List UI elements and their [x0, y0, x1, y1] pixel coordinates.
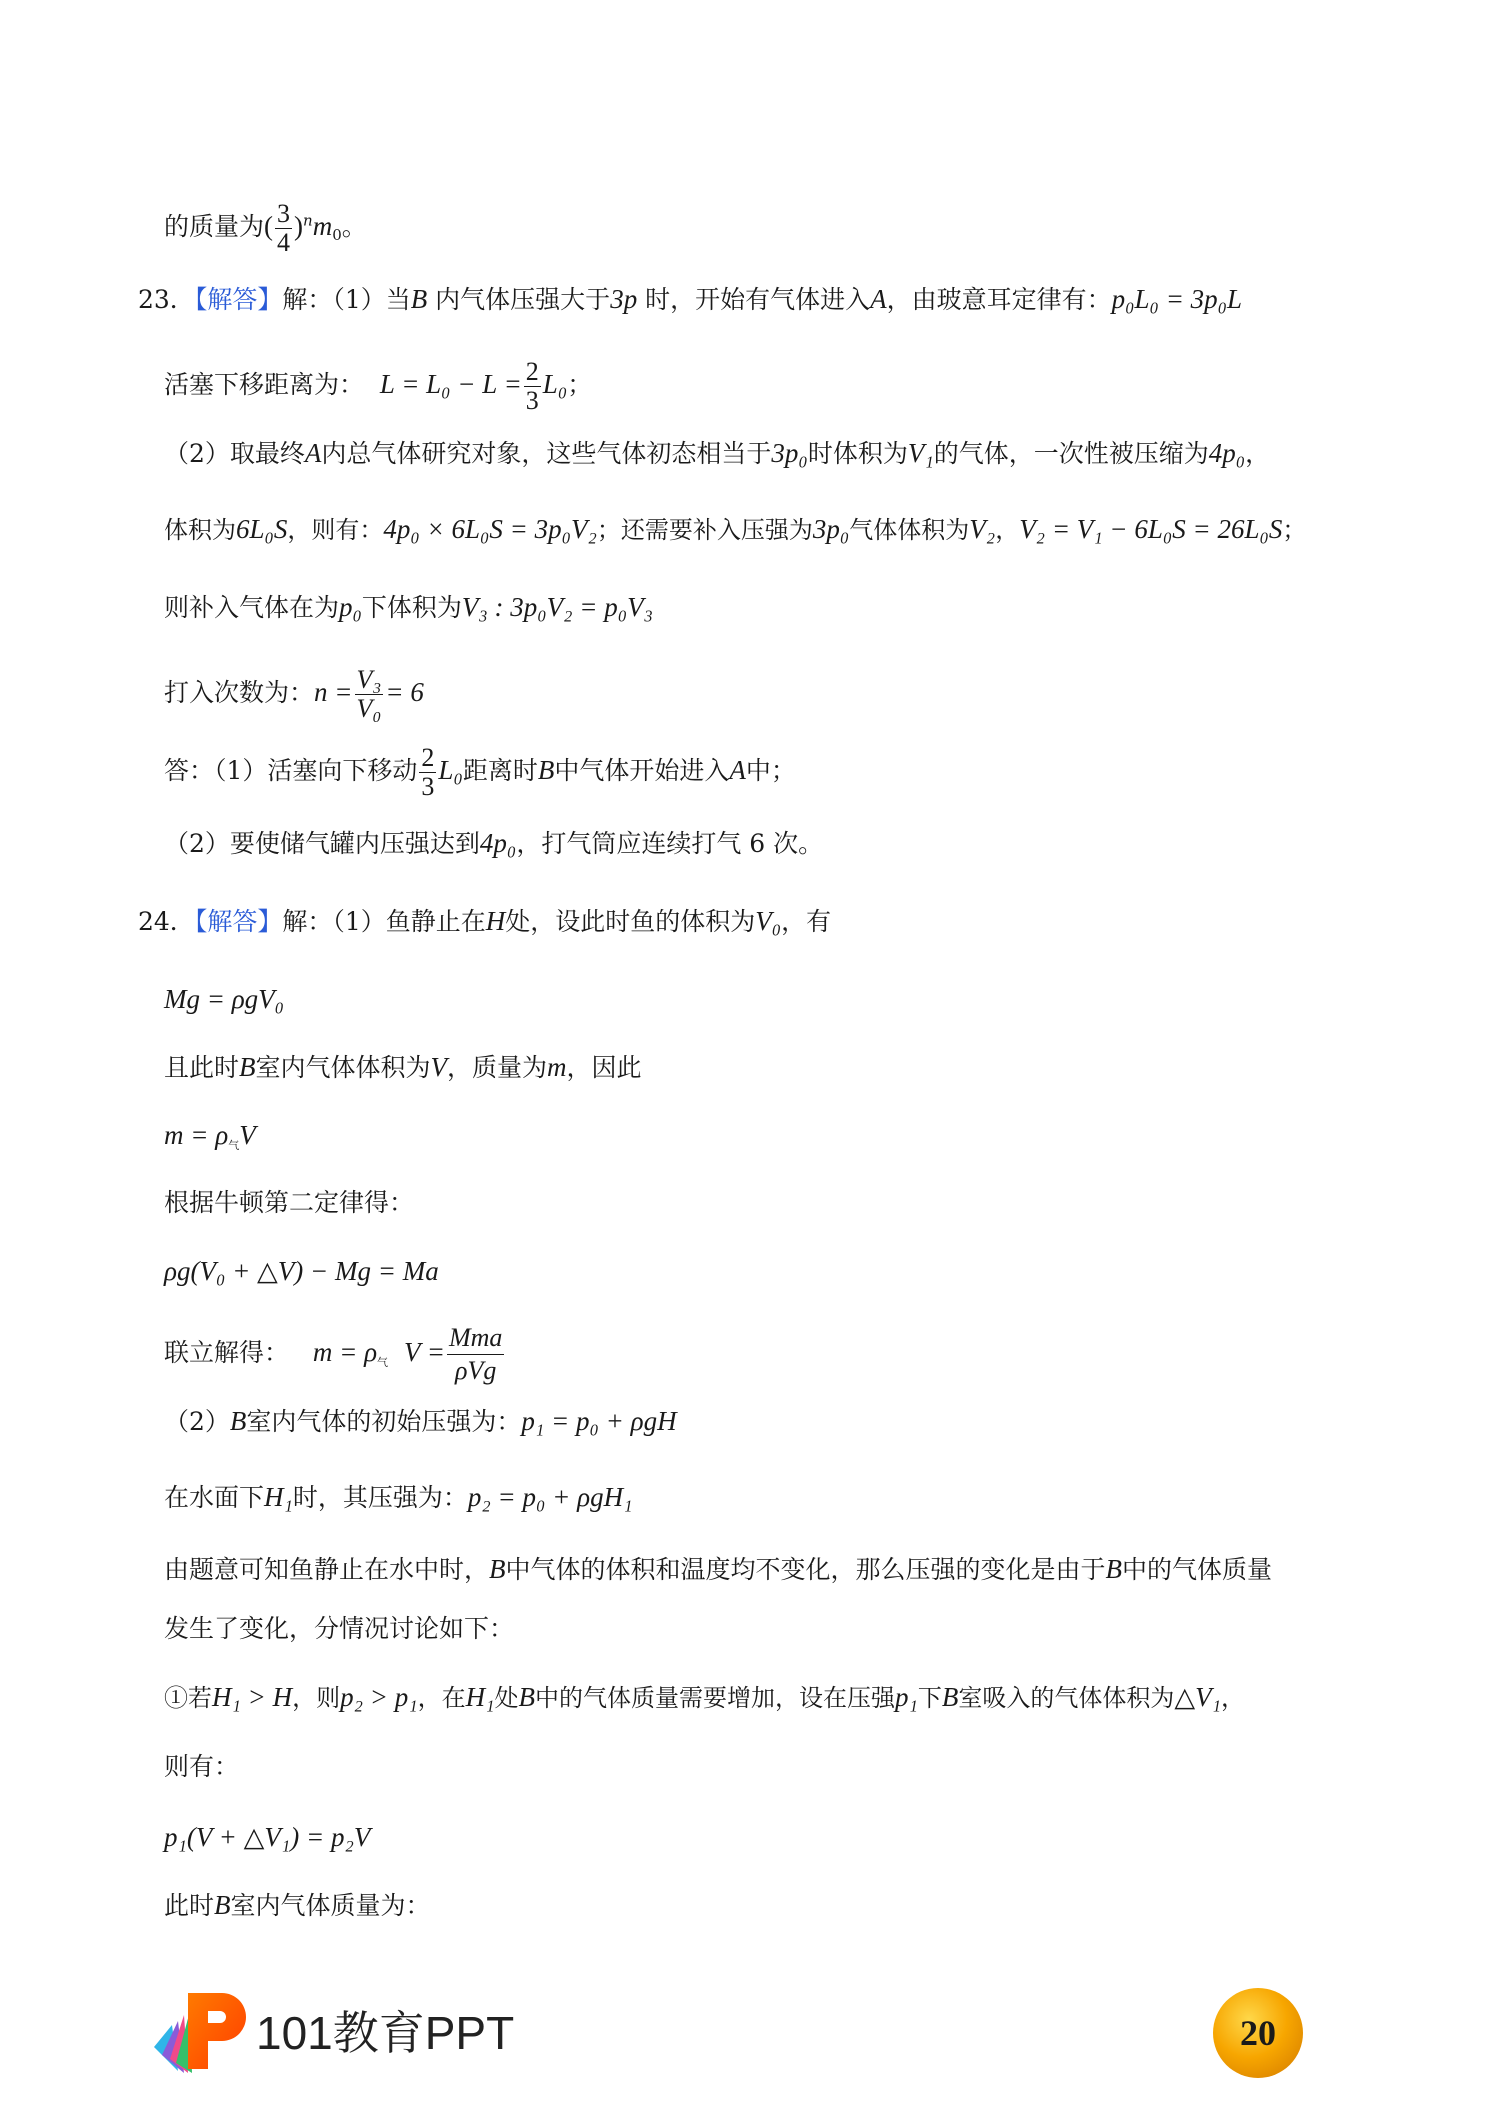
formula: B	[1105, 1554, 1123, 1584]
fraction-numerator: Mma	[447, 1322, 504, 1355]
formula: (	[264, 211, 274, 241]
brand-logo	[148, 1985, 528, 2077]
formula: B	[518, 1682, 535, 1712]
fraction-denominator: 4	[277, 228, 291, 257]
fraction	[524, 358, 541, 415]
question-24	[138, 904, 831, 939]
formula: B	[229, 1406, 247, 1436]
text: 室内气体体积为	[255, 1053, 431, 1082]
formula: B	[239, 1052, 256, 1082]
formula: p₂ > p₁	[340, 1682, 418, 1712]
formula: )	[294, 211, 304, 241]
text: ，	[1221, 1684, 1246, 1712]
formula: V =	[403, 1337, 445, 1367]
formula: ρg(V₀ + △V) − Mg = Ma	[164, 1256, 439, 1286]
fraction	[275, 200, 292, 257]
formula: H₁ > H	[212, 1682, 293, 1712]
text: 中气体的体积和温度均不变化，那么压强的变化是由于	[505, 1555, 1106, 1584]
exponent: n	[303, 211, 313, 230]
fraction	[447, 1322, 504, 1387]
brand-logo-icon	[148, 1985, 528, 2077]
fraction-numerator: V₃	[356, 665, 382, 694]
text: 处，设此时鱼的体积为	[505, 907, 756, 936]
text: 由题意可知鱼静止在水中时，	[164, 1555, 490, 1584]
text: 室内气体的初始压强为：	[246, 1407, 522, 1436]
formula: A	[729, 755, 746, 785]
formula: V	[430, 1052, 448, 1082]
text-line	[164, 1404, 677, 1439]
fraction-numerator: 2	[421, 743, 435, 772]
text: ①若	[164, 1684, 212, 1712]
brand-text: 101教育PPT	[256, 2007, 515, 2059]
fraction-denominator: V₀	[356, 694, 382, 723]
fraction	[419, 744, 436, 801]
formula: p₀L₀ = 3p₀L	[1111, 284, 1243, 314]
text: ；	[567, 370, 593, 399]
text: 解：（1）鱼静止在	[282, 907, 486, 936]
formula: L₀	[438, 755, 463, 785]
question-23	[138, 282, 1242, 317]
formula: p₂ = p₀ + ρgH₁	[467, 1482, 633, 1512]
text-line	[164, 436, 1270, 471]
formula: V₃ : 3p₀V₂ = p₀V₃	[461, 592, 654, 622]
text: 气体体积为	[849, 516, 970, 544]
subscript: 0	[332, 226, 342, 244]
formula: = 6	[385, 677, 424, 707]
text-line	[164, 1552, 1272, 1587]
fraction-numerator: 3	[277, 199, 291, 228]
fraction-numerator: 2	[525, 357, 539, 386]
text: 活塞下移距离为：	[164, 370, 365, 399]
text: 的气体，一次性被压缩为	[933, 439, 1209, 468]
formula: V₂	[969, 514, 996, 544]
formula: H	[485, 906, 506, 936]
formula: A	[870, 284, 887, 314]
formula: p₁	[895, 1682, 918, 1712]
formula: 3p₀	[771, 438, 808, 468]
text-line	[164, 1680, 1245, 1715]
text-line	[164, 1050, 642, 1085]
fraction-denominator: ρVg	[454, 1356, 497, 1385]
text-line	[164, 590, 653, 625]
text: 距离时	[462, 756, 538, 785]
text-line	[164, 1820, 370, 1855]
formula: L₀	[542, 369, 568, 399]
answer-tag: 【解答】	[194, 285, 283, 314]
text-line	[164, 358, 592, 415]
text: 下体积为	[361, 593, 462, 622]
text: 体积为	[164, 516, 236, 544]
text: ，因此	[566, 1053, 642, 1082]
page-badge-icon	[1210, 1985, 1306, 2081]
formula: A	[304, 438, 322, 468]
page-number: 20	[1240, 2013, 1276, 2053]
text: ，质量为	[447, 1053, 548, 1082]
fraction	[355, 666, 384, 723]
text: 答：（1）活塞向下移动	[164, 756, 418, 785]
text-line	[164, 1612, 514, 1646]
text: 室吸入的气体体积为	[958, 1684, 1175, 1712]
text: 室内气体质量为：	[230, 1891, 431, 1920]
text-line	[164, 1322, 506, 1387]
text: ，	[995, 516, 1020, 544]
formula: m = ρ	[164, 1120, 229, 1150]
formula: p₀	[339, 592, 362, 622]
text-line	[164, 1186, 414, 1220]
text: 中的气体质量需要增加，设在压强	[535, 1684, 895, 1712]
text: ，则	[292, 1684, 341, 1712]
formula: 3p₀	[812, 514, 850, 544]
page-number-badge	[1210, 1985, 1306, 2081]
text: （2）取最终	[164, 439, 305, 468]
text: 时体积为	[807, 439, 908, 468]
formula: 6L₀S	[236, 514, 288, 544]
text: 内总气体研究对象，这些气体初态相当于	[321, 439, 772, 468]
text: 中的气体质量	[1122, 1555, 1273, 1584]
fraction-denominator: 3	[525, 386, 539, 415]
text-line	[164, 200, 367, 257]
fraction-denominator: 3	[421, 772, 435, 801]
subscript: 气	[377, 1356, 389, 1369]
text: 发生了变化，分情况讨论如下：	[164, 1614, 515, 1643]
text-line	[164, 1750, 239, 1784]
text: 打入次数为：	[164, 678, 315, 707]
text-line	[164, 982, 284, 1017]
formula: 4p₀	[1208, 438, 1246, 468]
text: 则有：	[164, 1752, 240, 1781]
text: ，打气筒应连续打气 6 次。	[516, 829, 824, 858]
text-line	[164, 1118, 256, 1153]
question-number: 24．	[138, 907, 195, 936]
text: ；还需要补入压强为	[596, 516, 813, 544]
formula: 3p	[610, 284, 638, 314]
text: 。	[341, 212, 367, 241]
text-line	[164, 1254, 439, 1289]
text: 的质量为	[164, 212, 265, 241]
formula: 4p₀ × 6L₀S = 3p₀V₂	[383, 514, 597, 544]
formula: B	[214, 1890, 231, 1920]
formula: p₁ = p₀ + ρgH	[521, 1406, 677, 1436]
text-line	[164, 1888, 431, 1923]
formula: p₁(V + △V₁) = p₂V	[164, 1822, 371, 1852]
formula: B	[489, 1554, 506, 1584]
formula: n =	[314, 677, 353, 707]
text: （2）要使储气罐内压强达到	[164, 829, 480, 858]
text-line	[164, 826, 823, 861]
text: 且此时	[164, 1053, 240, 1082]
text: 解：（1）当	[282, 285, 411, 314]
question-number: 23．	[138, 285, 195, 314]
text: 内气体压强大于	[427, 285, 611, 314]
formula: △V₁	[1174, 1682, 1222, 1712]
formula: H₁	[264, 1482, 293, 1512]
formula: V₂ = V₁ − 6L₀S = 26L₀S	[1019, 514, 1283, 544]
formula: m	[312, 211, 333, 241]
text: 在水面下	[164, 1483, 265, 1512]
formula: V	[239, 1120, 256, 1150]
text: 处	[494, 1684, 519, 1712]
text: 根据牛顿第二定律得：	[164, 1188, 415, 1217]
formula: B	[941, 1682, 959, 1712]
formula: B	[410, 284, 428, 314]
text: ；	[1282, 516, 1307, 544]
text: 中；	[745, 756, 796, 785]
text: ，则有：	[287, 516, 384, 544]
formula: H₁	[465, 1682, 495, 1712]
formula: m	[547, 1052, 567, 1082]
formula: V₀	[755, 906, 782, 936]
formula: V₁	[907, 438, 934, 468]
formula: L = L₀ − L =	[379, 369, 522, 399]
text: 联立解得：	[164, 1338, 290, 1367]
formula: 4p₀	[479, 828, 517, 858]
text: 则补入气体在为	[164, 593, 340, 622]
text-line	[164, 744, 796, 801]
text: 时，其压强为：	[292, 1483, 468, 1512]
text-line	[164, 1480, 632, 1515]
text-line	[164, 512, 1306, 547]
subscript: 气	[228, 1139, 240, 1152]
text: ，由玻意耳定律有：	[886, 285, 1112, 314]
text: 时，开始有气体进入	[637, 285, 871, 314]
text: 中气体开始进入	[554, 756, 730, 785]
formula: B	[537, 755, 555, 785]
text: （2）	[164, 1407, 230, 1436]
text-line	[164, 666, 424, 723]
text: ，	[1245, 439, 1271, 468]
answer-tag: 【解答】	[194, 907, 283, 936]
formula: m = ρ	[312, 1337, 378, 1367]
text: ，在	[417, 1684, 466, 1712]
formula: Mg = ρgV₀	[164, 984, 285, 1014]
text: 此时	[164, 1891, 215, 1920]
text: 下	[917, 1684, 942, 1712]
text: ，有	[781, 907, 832, 936]
